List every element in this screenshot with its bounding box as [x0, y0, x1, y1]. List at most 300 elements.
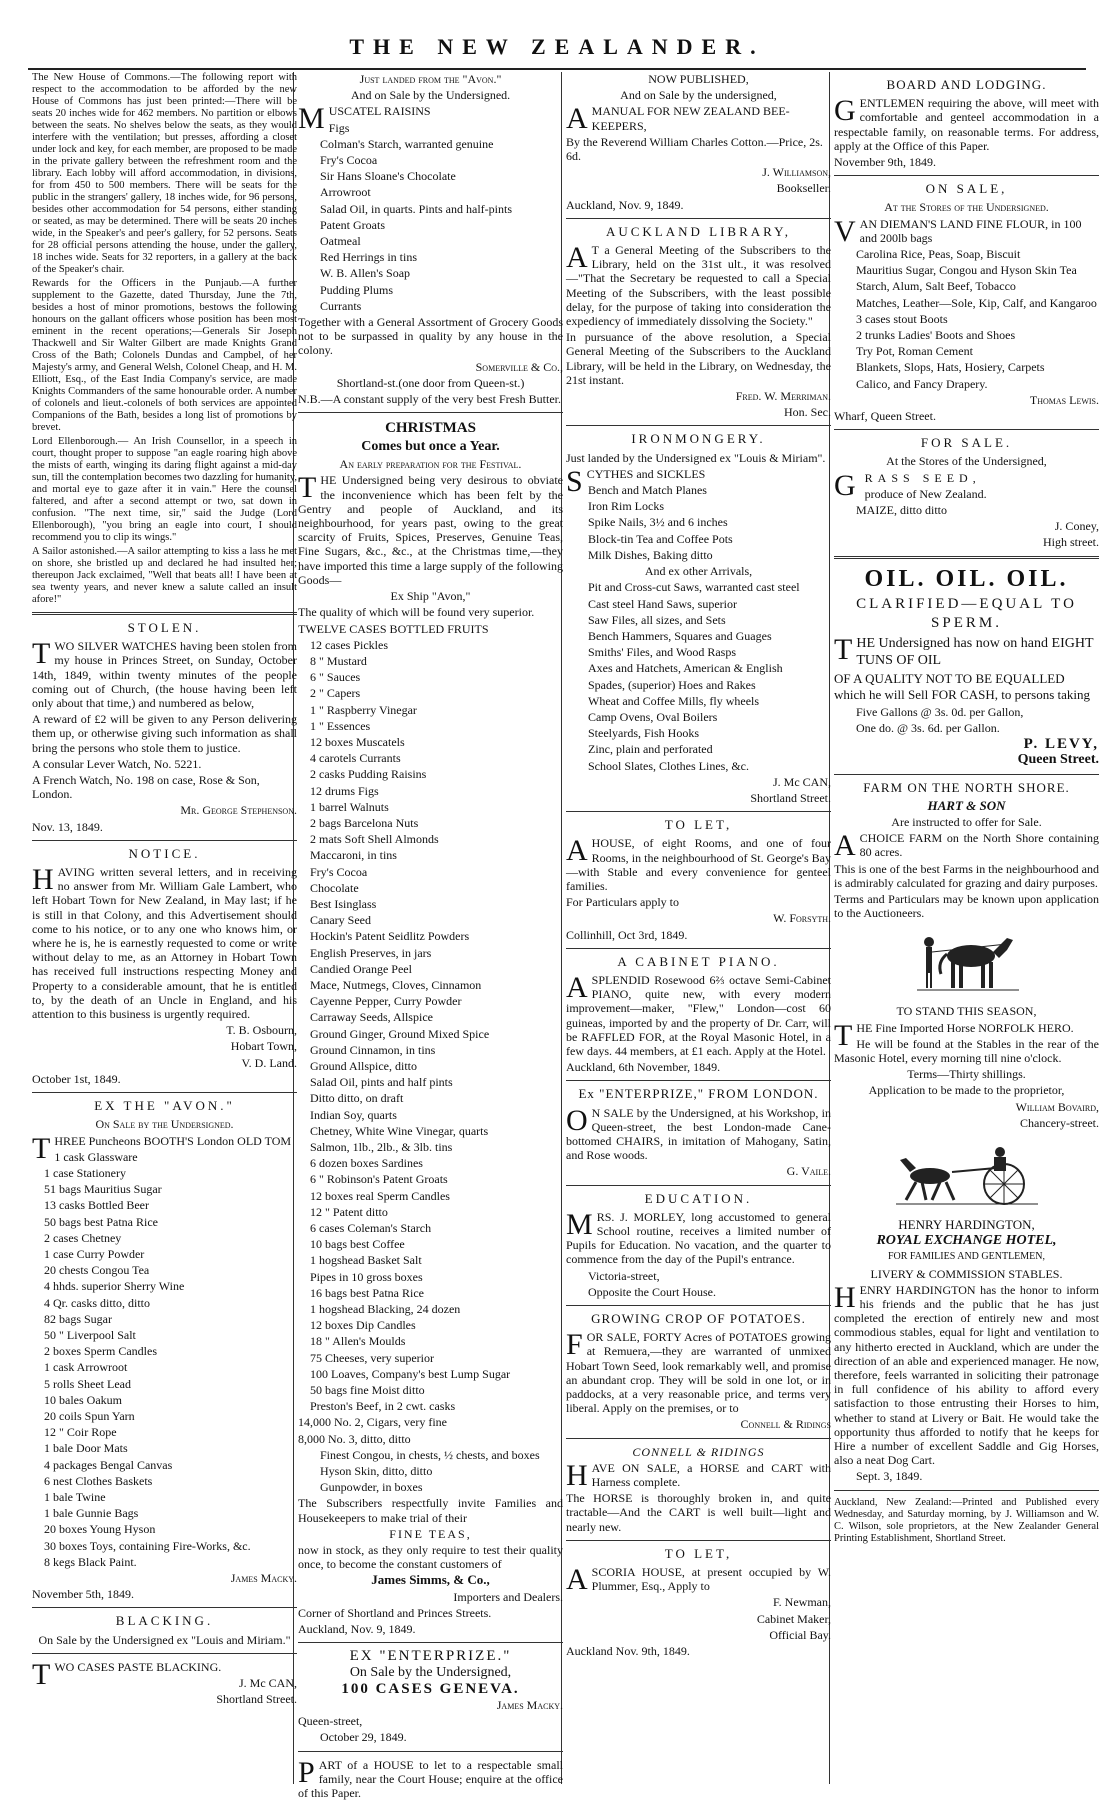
list-item: 1 " Essences [310, 718, 371, 733]
norfolk-apply: Application to be made to the proprietor, [868, 1083, 1065, 1098]
manual-signature: J. Williamson, [762, 165, 831, 180]
column-1 [32, 72, 297, 1787]
news-punjaub: Rewards for the Officers in the Punjaub.—A further supplement to the Gazette, dated Thursday, June the 7th, besides a host of minor promotions, bestows the following honours on the gallant officers whose position has been most eminent in the recent operations;—Generals Sir Joseph Thackwell and Sir Walter Gilbert are made Knights Grand Cross of the Bath; Colonels Dundas and Campbel, of her Majesty's army, and General Welsh, Colonel Cheap, and H. M. Elliott, Esq., of the East India Company's service, are made Knights Commanders of the same honourable order. A number of colonels and lieut.-colonels of both services are appointed Companions of the Bath, besides a long list of promotions by brevet. [32, 278, 297, 433]
list-item: Red Herrings in tins [320, 250, 417, 265]
list-item: Ground Cinnamon, in tins [310, 1042, 436, 1057]
masthead: THE NEW ZEALANDER. [349, 34, 765, 59]
chairs-body: O N SALE by the Undersigned, at his Workshop, in Queen-street, the best London-made Cane-bottomed CHAIRS, in imitation of Mahogany, Satin, and Rose woods. [566, 1103, 831, 1163]
drop-cap: A [566, 1563, 588, 1597]
separator [32, 612, 297, 615]
connell-body: The HORSE is thoroughly broken in, and quite tractable—And the CART is well built—light and nearly new. [566, 1491, 831, 1534]
list-item: Arrowroot [320, 185, 371, 200]
paste-signature: J. Mc CAN, [238, 1676, 297, 1690]
geneva: 100 CASES GENEVA. [341, 1680, 520, 1697]
pub-sub: And on Sale by the undersigned, [620, 88, 777, 103]
list-item: 1 cask Glassware [54, 1149, 138, 1164]
list-item: Mauritius Sugar, Congou and Hyson Skin Tea [856, 263, 1077, 278]
avon-date: November 5th, 1849. [32, 1587, 134, 1602]
notice-signature: T. B. Osbourn, [226, 1023, 297, 1038]
list-item: 12 boxes real Sperm Candles [310, 1188, 450, 1203]
let-place: Collinhill, Oct 3rd, 1849. [566, 927, 688, 942]
list-item: 1 case Curry Powder [44, 1246, 145, 1261]
separator [298, 1751, 563, 1752]
drop-cap: T [32, 637, 51, 671]
education-address: Victoria-street, [588, 1268, 660, 1283]
list-item: 10 bags best Coffee [310, 1237, 405, 1252]
oil-heading: OIL. OIL. OIL. [864, 565, 1069, 592]
oil-clarified: CLARIFIED—EQUAL TO SPERM. [856, 595, 1077, 631]
onsale-sub: At the Stores of the Undersigned. [884, 200, 1049, 215]
chairs-heading: Ex "ENTERPRIZE," FROM LONDON. [578, 1086, 819, 1102]
livery: LIVERY & COMMISSION STABLES. [870, 1266, 1063, 1281]
news-ellenborough: Lord Ellenborough.— An Irish Counsellor, in a speech in court, thought proper to suppose "an eagle roaring high above the mists of earth, winging its daring flight against a mid-day sun, till the contemplation becomes two dazzling for humanity, and mortal eye to gaze after it in vain." Here the counsel faltered, and after a second attempt or two, sat down in confusion. "The next time, sir," said the Judge (Lord Ellenborough), "you bring an eagle into court, I should recommend you to clip its wings." [32, 436, 297, 543]
drop-cap: A [566, 834, 588, 868]
blacking-body: On Sale by the Undersigned ex "Louis and Miriam." [38, 1632, 291, 1647]
royal-exchange: ROYAL EXCHANGE HOTEL, [876, 1233, 1057, 1249]
cigars: 8,000 No. 3, ditto, ditto [298, 1431, 411, 1446]
separator [566, 1185, 831, 1186]
flour-list [834, 247, 1099, 391]
hart-son: HART & SON [927, 797, 1006, 813]
education-body: MRS. J. MORLEY, long accustomed to general School routine, receives a limited number of Pupils for Education. No vacation, and the quarter to commence from the day of the Pupil's entrance. [566, 1207, 831, 1267]
let2-body: ASCORIA HOUSE, at present occupied by W. Plummer, Esq., Apply to [566, 1563, 831, 1597]
simms-name: James Simms, & Co., [371, 1572, 490, 1588]
list-item: 1 bale Door Mats [44, 1441, 128, 1456]
october-date: October 29, 1849. [320, 1730, 407, 1745]
list-item: 20 coils Spun Yarn [44, 1408, 135, 1423]
oil-quality: OF A QUALITY NOT TO BE EQUALLED which he will Sell FOR CASH, to persons taking [834, 670, 1091, 702]
separator [566, 1540, 831, 1541]
list-item: Spades, (superior) Hoes and Rakes [588, 677, 756, 692]
list-item: Fry's Cocoa [320, 153, 378, 168]
christmas-list [298, 638, 563, 1414]
list-item: 12 boxes Muscatels [310, 734, 405, 749]
list-item: 12 " Patent ditto [310, 1204, 388, 1219]
list-item: Try Pot, Roman Cement [856, 344, 973, 359]
list-item: 1 hogshead Basket Salt [310, 1253, 422, 1268]
stolen-watch: A French Watch, No. 198 on case, Rose & Son, London. [32, 773, 260, 802]
list-item: Oatmeal [320, 234, 361, 249]
drop-cap: A [566, 970, 588, 1004]
list-item: 1 cask Arrowroot [44, 1360, 128, 1375]
paste-signature: Shortland Street. [216, 1692, 297, 1707]
farm-terms: Terms and Particulars may be known upon application to the Auctioneers. [834, 891, 1099, 921]
separator [834, 175, 1099, 176]
flour-title: VAN DIEMAN'S LAND FINE FLOUR, in 100 and 200lb bags [834, 214, 1082, 248]
list-item: Carolina Rice, Peas, Soap, Biscuit [856, 247, 1021, 262]
connell-body: HAVE ON SALE, a HORSE and CART with Harness complete. [566, 1458, 831, 1492]
stand-heading: TO STAND THIS SEASON, [896, 1004, 1037, 1019]
separator [32, 1092, 297, 1093]
stolen-heading: STOLEN. [127, 620, 202, 635]
raisin-signature: Somerville & Co., [475, 359, 563, 374]
list-item: Figs [328, 120, 350, 135]
avon-signature: James Macky. [230, 1570, 297, 1585]
let-body: AHOUSE, of eight Rooms, and one of four Rooms, in the neighbourhood of St. George's Bay—with Stable and every convenience for genteel families. [566, 834, 831, 893]
list-item: 4 carotels Currants [310, 751, 401, 766]
oil-price: One do. @ 3s. 6d. per Gallon. [856, 720, 1000, 735]
list-item: 75 Cheeses, very superior [310, 1350, 434, 1365]
board-body: GENTLEMEN requiring the above, will meet with comfortable and genteel accommodation in a respectable family, on reasonable terms. For address, apply at the Office of this Paper. [834, 94, 1099, 153]
list-item: Chocolate [310, 880, 359, 895]
list-item: W. B. Allen's Soap [320, 266, 411, 281]
christmas-close: now in stock, as they only require to test their quality once, to become the constant customers of [298, 1543, 563, 1572]
enterprize-heading: EX "ENTERPRIZE." [349, 1648, 512, 1665]
list-item: 2 cases Chetney [44, 1230, 122, 1245]
avon-subheading: On Sale by the Undersigned. [95, 1117, 234, 1132]
oil-body: THE Undersigned has now on hand EIGHT TUNS OF OIL [834, 632, 1094, 668]
drop-cap: M [298, 102, 325, 136]
list-item: Ground Allspice, ditto [310, 1058, 417, 1073]
column-3 [566, 72, 831, 1787]
column-4 [834, 72, 1099, 1787]
list-item: 12 " Coir Rope [44, 1425, 117, 1440]
piano-heading: A CABINET PIANO. [617, 953, 780, 969]
avon-heading: EX THE "AVON." [94, 1098, 235, 1114]
list-item: 1 hogshead Blacking, 24 dozen [310, 1302, 461, 1317]
list-item: 8 kegs Black Paint. [44, 1554, 137, 1569]
manual-by: By the Reverend William Charles Cotton.—Price, 2s. 6d. [566, 134, 823, 164]
let-heading: TO LET, [664, 817, 733, 833]
drop-cap: T [298, 471, 317, 505]
christmas-subheading: Comes but once a Year. [361, 439, 500, 455]
forsale-sub: At the Stores of the Undersigned, [886, 454, 1047, 469]
iron-arrivals: And ex other Arrivals, [644, 564, 753, 579]
list-item: 1 case Stationery [44, 1165, 126, 1180]
coney-address: High street. [1043, 535, 1099, 550]
drop-cap: O [566, 1103, 588, 1137]
list-item: 1 bale Twine [44, 1489, 106, 1504]
grass-title: GRASS SEED, [834, 468, 981, 502]
separator [834, 556, 1099, 559]
library-heading: AUCKLAND LIBRARY, [605, 223, 792, 239]
list-item: Sir Hans Sloane's Chocolate [320, 169, 456, 184]
list-item: 5 rolls Sheet Lead [44, 1376, 131, 1391]
notice-body: HAVING written several letters, and in receiving no answer from Mr. William Gale Lambert, who left Hobart Town for New Zealand, in May last; if he is still in that Colony, and this Advertisement should come to his notice, or to any one who knows him, or where he is, he is earnestly requested to come or write without delay to me, as an Attorney in Hobart Town has received full instructions respecting Money and Property to a considerable amount, that he is entitled to, by the death of an Uncle in England, and his attention to this business is urgently required. [32, 863, 297, 1022]
now-published: NOW PUBLISHED, [648, 72, 749, 86]
list-item: Iron Rim Locks [588, 499, 664, 514]
list-item: Pit and Cross-cut Saws, warranted cast steel [588, 580, 800, 595]
list-item: 8 " Mustard [310, 653, 367, 668]
enterprize-sale: On Sale by the Undersigned, [349, 1664, 512, 1680]
cigars: 14,000 No. 2, Cigars, very fine [298, 1415, 447, 1430]
drop-cap: P [298, 1755, 315, 1789]
manual-title: AMANUAL FOR NEW ZEALAND BEE-KEEPERS, [566, 102, 790, 136]
farm-heading: FARM ON THE NORTH SHORE. [863, 779, 1070, 795]
potato-body: FOR SALE, FORTY Acres of POTATOES growing at Remuera,—they are warranted of unmixed Hobart Town Seed, look remarkably well, and promise an abundant crop. They will be sold in one lot, or in paddocks, at a very reasonable price, and terms very liberal. Apply on the premises, or to [566, 1328, 831, 1416]
list-item: Axes and Hatchets, American & English [588, 661, 783, 676]
landed-heading: Just landed from the "Avon." [359, 72, 502, 86]
drop-cap: F [566, 1328, 583, 1362]
iron-list-2 [566, 580, 831, 772]
horse-and-gig-illustration-icon [892, 1138, 1042, 1210]
list-item: 20 boxes Young Hyson [44, 1522, 156, 1537]
drop-cap: A [834, 829, 856, 863]
list-item: Fry's Cocoa [310, 864, 368, 879]
list-item: 1 " Raspberry Vinegar [310, 702, 417, 717]
news-sailor: A Sailor astonished.—A sailor attempting to kiss a lass he met on shore, she bristled up and declared he had insulted her; thereupon Jack exclaimed, "Well that beats all! I have been at sea twenty years, and never knew a salute called an insult afore!" [32, 546, 297, 605]
blacking-heading: BLACKING. [115, 1613, 214, 1629]
separator [566, 811, 831, 812]
drop-cap: H [566, 1458, 588, 1492]
separator [566, 948, 831, 949]
drop-cap: G [834, 94, 856, 128]
list-item: Candied Orange Peel [310, 961, 412, 976]
list-item: 16 bags best Patna Rice [310, 1285, 424, 1300]
christmas-twelve: TWELVE CASES BOTTLED FRUITS [298, 621, 489, 636]
christmas-prep: An early preparation for the Festival. [339, 457, 522, 472]
christmas-body: THE Undersigned being very desirous to obviate the inconvenience which has been felt by the Gentry and people of Auckland, and its neighbourhood, for years past, owing to the great scarcity of Fruits, Spices, Preserves, Genuine Teas, Fine Sugars, &c., &c., at the Christmas time,—they have imported this time a large supply of the following Goods— [298, 471, 563, 587]
list-item: Spike Nails, 3½ and 6 inches [588, 515, 728, 530]
list-item: 4 Qr. casks ditto, ditto [44, 1295, 150, 1310]
list-item: Salmon, 1lb., 2lb., & 3lb. tins [310, 1140, 453, 1154]
drop-cap: T [834, 632, 853, 666]
raisins-title: MUSCATEL RAISINS [298, 102, 431, 136]
list-item: Ground Ginger, Ground Mixed Spice [310, 1026, 490, 1041]
drop-cap: G [834, 468, 861, 502]
list-item: Bench and Match Planes [588, 483, 707, 498]
list-item: Mace, Nutmegs, Cloves, Cinnamon [310, 977, 482, 992]
separator [298, 1642, 563, 1643]
notice-date: October 1st, 1849. [32, 1071, 121, 1086]
list-item: Currants [320, 298, 362, 313]
notice-signature: Hobart Town, [230, 1039, 297, 1054]
list-item: Wheat and Coffee Mills, fly wheels [588, 693, 760, 708]
list-item: 6 nest Clothes Baskets [44, 1473, 153, 1488]
notice-heading: NOTICE. [128, 845, 201, 861]
list-item: Calico, and Fancy Drapery. [856, 376, 988, 391]
norfolk-terms: Terms—Thirty shillings. [907, 1067, 1026, 1082]
let2-signature: Official Bay. [769, 1627, 831, 1642]
list-item: 10 bales Oakum [44, 1392, 122, 1407]
drop-cap: M [566, 1207, 593, 1241]
separator [834, 1490, 1099, 1491]
column-2 [298, 72, 563, 1800]
list-item: Patent Groats [320, 217, 385, 232]
flour-address: Wharf, Queen Street. [834, 409, 936, 424]
tea-item: Finest Congou, in chests, ½ chests, and boxes [320, 1447, 540, 1462]
library-role: Hon. Sec. [784, 405, 831, 420]
separator [566, 1438, 831, 1439]
separator [566, 1305, 831, 1306]
list-item: Hockin's Patent Seidlitz Powders [310, 929, 470, 944]
manual-date: Auckland, Nov. 9, 1849. [566, 197, 684, 212]
let2-heading: TO LET, [664, 1545, 733, 1561]
list-item: Cayenne Pepper, Curry Powder [310, 994, 462, 1009]
piano-body: ASPLENDID Rosewood 6⅔ octave Semi-Cabinet PIANO, quite new, with every modern improvement—maker, "Flew," London—cost 60 guineas, imported by and the property of Dr. Carr, will be RAFFLED FOR, at the Royal Masonic Hotel, in a few days. 44 members, at £1 each. Apply at the Hotel. [566, 970, 831, 1058]
list-item: 13 casks Bottled Beer [44, 1198, 149, 1213]
hardington-date: Sept. 3, 1849. [856, 1469, 923, 1484]
iron-signature: J. Mc CAN, [772, 774, 831, 789]
list-item: Salad Oil, in quarts. Pints and half-pints [320, 201, 512, 216]
list-item: 12 boxes Dip Candles [310, 1318, 416, 1333]
list-item: 2 mats Soft Shell Almonds [310, 832, 439, 847]
onsale-heading: ON SALE, [925, 181, 1008, 197]
avon-list [32, 1150, 297, 1569]
levy-signature: P. LEVY, [1023, 736, 1099, 753]
library-signature: Fred. W. Merriman. [735, 389, 831, 404]
iron-intro: Just landed by the Undersigned ex "Louis & Miriam". [566, 450, 826, 465]
list-item: Zinc, plain and perforated [588, 742, 713, 757]
list-item: 6 " Robinson's Patent Groats [310, 1172, 448, 1187]
landed-sub: And on Sale by the Undersigned. [350, 88, 511, 103]
separator [32, 1653, 297, 1654]
list-item: 2 bags Barcelona Nuts [310, 815, 419, 830]
iron-list [566, 483, 831, 562]
list-item: 12 cases Pickles [310, 637, 388, 652]
piano-date: Auckland, 6th November, 1849. [566, 1060, 721, 1075]
separator [834, 774, 1099, 775]
tea-item: Gunpowder, in boxes [320, 1480, 423, 1495]
queen-street: Queen-street, [298, 1714, 363, 1729]
list-item: 100 Loaves, Company's best Lump Sugar [310, 1366, 511, 1381]
stolen-body: TWO SILVER WATCHES having been stolen from my house in Princes Street, on Sunday, October 14th, 1849, within twenty minutes of the people coming out of Church, (the house having been left only about that time,) and numbered as below, [32, 637, 297, 711]
list-item: Block-tin Tea and Coffee Pots [588, 531, 733, 546]
list-item: Steelyards, Fish Hooks [588, 726, 699, 741]
drop-cap: A [566, 241, 588, 275]
potato-signature: Connell & Ridings [740, 1417, 831, 1432]
list-item: 6 cases Coleman's Starch [310, 1221, 432, 1236]
list-item: 30 boxes Toys, containing Fire-Works, &c. [44, 1538, 251, 1553]
potato-heading: GROWING CROP OF POTATOES. [591, 1311, 806, 1327]
list-item: Ditto ditto, on draft [310, 1091, 404, 1106]
simms-address: Corner of Shortland and Princes Streets. [298, 1605, 492, 1620]
list-item: 6 dozen boxes Sardines [310, 1156, 423, 1171]
drop-cap: T [834, 1018, 853, 1052]
forsale-heading: FOR SALE. [920, 435, 1013, 451]
norfolk-body: He will be found at the Stables in the rear of the Masonic Hotel, every morning till nine o'clock. [834, 1036, 1099, 1065]
separator [32, 840, 297, 841]
list-item: English Preserves, in jars [310, 945, 432, 960]
let-signature: W. Forsyth. [773, 911, 831, 926]
stolen-date: Nov. 13, 1849. [32, 819, 103, 834]
hardington-heading: HENRY HARDINGTON, [898, 1216, 1035, 1232]
list-item: Starch, Alum, Salt Beef, Tobacco [856, 279, 1016, 294]
board-heading: BOARD AND LODGING. [886, 77, 1047, 92]
list-item: Pipes in 10 gross boxes [310, 1269, 423, 1284]
separator [566, 425, 831, 426]
list-item: Maccaroni, in tins [310, 848, 397, 863]
drop-cap: A [566, 102, 588, 136]
list-item: 6 " Sauces [310, 670, 361, 685]
farm-instructed: Are instructed to offer for Sale. [891, 814, 1042, 829]
hardington-body: HENRY HARDINGTON has the honor to inform his friends and the public that he has just completed the erection of entirely new and most commodious stables, equal for light and ventilation to any hitherto erected in Auckland, which are under the direction of an able and experienced manager. He now, therefore, feels warranted in soliciting their patronage in full confidence of his ability to afford every satisfaction to those entrusting their Horses to him, whether to stand at Livery or Bait. He would take the opportunity thus afforded to notify that he keeps for Hire a number of excellent Saddle and Gig Horses, also a neat Dog Cart. [834, 1280, 1099, 1468]
list-item: 2 trunks Ladies' Boots and Shoes [856, 328, 1016, 343]
list-item: Matches, Leather—Sole, Kip, Calf, and Kangaroo [856, 295, 1097, 310]
list-item: Indian Soy, quarts [310, 1107, 397, 1122]
list-item: 50 bags best Patna Rice [44, 1214, 158, 1229]
tea-item: Hyson Skin, ditto, ditto [320, 1464, 433, 1479]
list-item: 2 " Capers [310, 686, 361, 701]
list-item: Best Isinglass [310, 896, 377, 911]
fine-teas: FINE TEAS, [389, 1526, 472, 1541]
drop-cap: H [32, 863, 54, 897]
education-heading: EDUCATION. [644, 1190, 753, 1206]
list-item: 51 bags Mauritius Sugar [44, 1182, 162, 1197]
list-item: Pudding Plums [320, 282, 394, 297]
avon-intro: THREE Puncheons BOOTH'S London OLD TOM [32, 1131, 292, 1165]
stolen-signature: Mr. George Stephenson. [180, 803, 297, 818]
simms-date: Auckland, Nov. 9, 1849. [298, 1622, 416, 1637]
let2-signature: Cabinet Maker, [756, 1611, 831, 1626]
list-item: 2 casks Pudding Raisins [310, 767, 427, 782]
let2-signature: F. Newman, [772, 1595, 831, 1610]
royal-sub: FOR FAMILIES AND GENTLEMEN, [887, 1251, 1046, 1263]
list-item: Preston's Beef, in 2 cwt. casks [310, 1399, 456, 1414]
education-address: Opposite the Court House. [588, 1284, 716, 1299]
oil-price: Five Gallons @ 3s. 0d. per Gallon, [856, 704, 1024, 719]
raisin-list [298, 121, 563, 313]
list-item: Camp Ovens, Oval Boilers [588, 709, 718, 724]
iron-heading: IRONMONGERY. [631, 431, 766, 447]
list-item: Canary Seed [310, 913, 371, 928]
list-item: Salad Oil, pints and half pints [310, 1075, 453, 1090]
raisin-outro: Together with a General Assortment of Grocery Goods not to be surpassed in quality by any house in the colony. [298, 315, 563, 358]
list-item: 4 packages Bengal Canvas [44, 1457, 173, 1472]
list-item: 1 barrel Walnuts [310, 799, 389, 814]
drop-cap: V [834, 214, 856, 248]
connell-heading: CONNELL & RIDINGS [632, 1444, 765, 1459]
iron-first: SCYTHES and SICKLES [566, 464, 706, 498]
list-item: Bench Hammers, Squares and Guages [588, 628, 772, 643]
drop-cap: H [834, 1280, 856, 1314]
list-item: 4 hhds. superior Sherry Wine [44, 1279, 185, 1294]
list-item: Chetney, White Wine Vinegar, quarts [310, 1123, 489, 1138]
notice-signature: V. D. Land. [241, 1055, 297, 1070]
news-commons: The New House of Commons.—The following report with respect to the accommodation to be afforded by the new House of Commons has just been printed:—There will be seats 20 inches wide for 462 members. No partition or elbows between the seats. No shelves below the seats, as they would interfere with the ventilation; but presses, affording a closet under lock and key, for each member, are proposed to be made in the private gallery between the refreshment room and the library. Each lobby will afford accommodation, in divisions, for from 450 to 500 members. There will be seats for the public in the strangers' gallery, 18 inches wide, for 96 persons, besides other accommodation for 54 persons, either standing or seated, as may be determined. There will be seats 20 inches wide, in the Speaker's and peer's gallery, for 52 persons. Seats for 28 official persons attending the house, under the gallery, 18 inches wide. Seats for 32 reporters, in a gallery at the back of the Speaker's chair. [32, 72, 297, 275]
christmas-heading: CHRISTMAS [385, 420, 476, 437]
list-item: Carraway Seeds, Allspice [310, 1010, 433, 1025]
list-item: Blankets, Slops, Hats, Hosiery, Carpets [856, 360, 1045, 375]
imprint: Auckland, New Zealand:—Printed and Published every Wednesday, and Saturday morning, by J. Williamson and W. C. Wilson, sole proprietors, at the New Zealander General Printing Establishment, Shortland Street. [834, 1496, 1099, 1544]
list-item: 2 boxes Sperm Candles [44, 1344, 157, 1359]
levy-address: Queen Street. [1017, 752, 1099, 768]
grass-sub: produce of New Zealand. [864, 486, 987, 501]
raisin-nb: N.B.—A constant supply of the very best Fresh Butter. [298, 392, 561, 407]
list-item: Cast steel Hand Saws, superior [588, 596, 737, 611]
norfolk-title: THE Fine Imported Horse NORFOLK HERO. [834, 1018, 1074, 1052]
chairs-signature: G. Vaile. [786, 1164, 831, 1179]
list-item: 20 chests Congou Tea [44, 1263, 150, 1278]
separator [834, 429, 1099, 430]
christmas-quality: The quality of which will be found very superior. [298, 605, 535, 620]
macky-signature: James Macky. [496, 1697, 563, 1712]
list-item: 12 drums Figs [310, 783, 379, 798]
board-date: November 9th, 1849. [834, 155, 936, 170]
drop-cap: T [32, 1657, 51, 1691]
bovaird-signature: William Bovaird, [1015, 1099, 1099, 1114]
list-item: Smiths' Files, and Wood Rasps [588, 645, 736, 660]
let2-date: Auckland Nov. 9th, 1849. [566, 1644, 690, 1659]
iron-address: Shortland Street. [750, 790, 831, 805]
library-body: A T a General Meeting of the Subscribers to the Library, held on the 31st ult., it was resolved—"That the Secretary be requested to call a Special Meeting of the Subscribers, with the least possible delay, for the purpose of taking into consideration the expediency of immediately dissolving the Society." [566, 241, 831, 329]
coney-signature: J. Coney, [1054, 519, 1099, 534]
library-body: In pursuance of the above resolution, a Special General Meeting of the Subscribers to the Auckland Library, will be held in the Library, on Wednesday, the 21st instant. [566, 330, 831, 387]
separator [566, 218, 831, 219]
farm-body: ACHOICE FARM on the North Shore containing 80 acres. [834, 829, 1099, 863]
masthead-rule [28, 68, 1086, 70]
christmas-invite: The Subscribers respectfully invite Families and Housekeepers to make trial of their [298, 1496, 563, 1525]
list-item: 50 " Liverpool Salt [44, 1327, 136, 1342]
simms-role: Importers and Dealers. [453, 1589, 563, 1604]
separator [32, 1607, 297, 1608]
list-item: 18 " Allen's Moulds [310, 1334, 406, 1349]
flour-signature: Thomas Lewis. [1029, 392, 1099, 407]
let-particulars: For Particulars apply to [566, 895, 679, 910]
drop-cap: S [566, 464, 583, 498]
stolen-reward: A reward of £2 will be given to any Person delivering them up, or otherwise giving such information as shall bring the persons who stole them to justice. [32, 712, 297, 755]
list-item: Milk Dishes, Baking ditto [588, 547, 713, 562]
